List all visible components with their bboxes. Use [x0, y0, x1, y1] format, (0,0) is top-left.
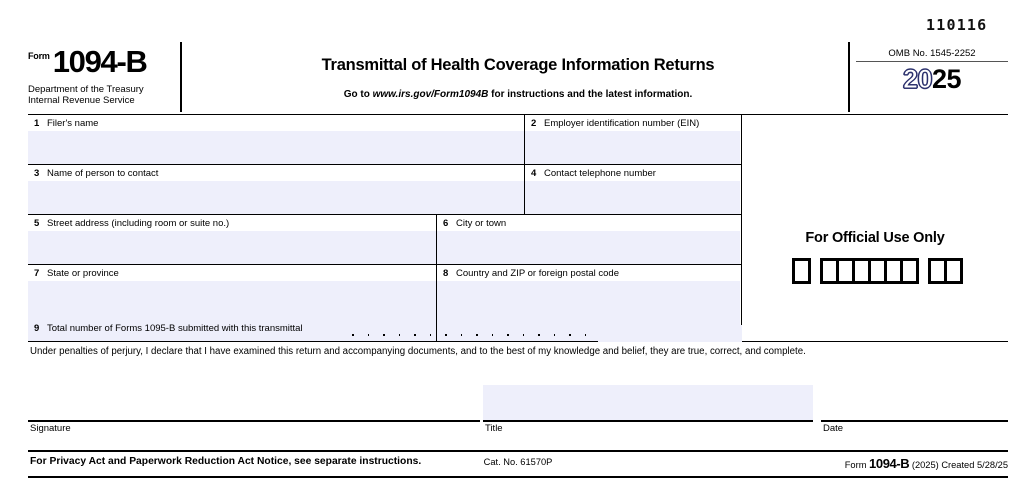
date-slot[interactable]	[821, 380, 1008, 438]
date-label: Date	[823, 423, 844, 434]
leader-dot	[569, 334, 571, 336]
department-line-2: Internal Revenue Service	[28, 95, 135, 106]
field-text-3: Name of person to contact	[47, 168, 159, 179]
leader-dot	[492, 334, 494, 336]
form-word-label: Form	[28, 51, 50, 61]
official-box-cell[interactable]	[795, 261, 808, 281]
official-box-cell[interactable]	[871, 261, 887, 281]
header-center-block	[188, 44, 848, 100]
field-row	[28, 115, 741, 165]
field-cell-6[interactable]	[437, 215, 740, 264]
field-cell-5[interactable]	[28, 215, 437, 264]
field-input-2[interactable]	[525, 131, 740, 164]
field-label-3	[28, 165, 524, 179]
omb-number: OMB No. 1545-2252	[856, 44, 1008, 62]
official-use-boxes	[792, 258, 963, 284]
header-left-block	[28, 44, 178, 112]
footer-divider-bottom	[28, 476, 1008, 478]
official-box-cell[interactable]	[839, 261, 855, 281]
field-text-4: Contact telephone number	[544, 168, 656, 179]
field-input-4[interactable]	[525, 181, 740, 214]
official-box-cell[interactable]	[947, 261, 960, 281]
header-divider-left	[180, 42, 182, 112]
official-box-cell[interactable]	[931, 261, 947, 281]
field-label-1	[28, 115, 524, 129]
goto-suffix: for instructions and the latest information.	[488, 89, 693, 100]
department-line-1: Department of the Treasury	[28, 84, 144, 95]
field-cell-4[interactable]	[525, 165, 740, 214]
field-text-5: Street address (including room or suite no.)	[47, 218, 230, 229]
leader-dot	[430, 334, 432, 336]
form-number: 1094-B	[52, 44, 147, 79]
leader-dot	[554, 334, 556, 336]
field-number-5: 5	[34, 218, 40, 229]
field-label-7	[28, 265, 436, 279]
field-number-2: 2	[531, 118, 537, 129]
field-cell-2[interactable]	[525, 115, 740, 164]
privacy-act-notice: For Privacy Act and Paperwork Reduction Act Notice, see separate instructions.	[30, 456, 422, 467]
leader-dot	[461, 334, 463, 336]
field-input-1[interactable]	[28, 131, 524, 164]
form-identifier	[28, 44, 178, 80]
tax-year	[856, 64, 1008, 95]
field-text-8: Country and ZIP or foreign postal code	[456, 268, 620, 279]
field-text-1: Filer's name	[47, 118, 99, 129]
leader-dot	[507, 334, 509, 336]
title-rule	[483, 420, 813, 422]
instructions-link-line	[188, 89, 848, 100]
leader-dot	[585, 334, 587, 336]
field-number-6: 6	[443, 218, 449, 229]
signature-block	[28, 380, 1008, 438]
title-slot[interactable]	[483, 380, 813, 438]
leader-dot	[445, 334, 447, 336]
official-box-cell[interactable]	[855, 261, 871, 281]
leader-dot	[383, 334, 385, 336]
line-9-text: Total number of Forms 1095-B submitted with this transmittal	[47, 323, 303, 334]
official-box-cell[interactable]	[903, 261, 916, 281]
field-label-4	[525, 165, 740, 179]
field-label-5	[28, 215, 436, 229]
field-label-6	[437, 215, 740, 229]
header-divider-right	[848, 42, 850, 112]
title-label: Title	[485, 423, 503, 434]
tax-year-prefix: 20	[902, 64, 932, 94]
field-text-6: City or town	[456, 218, 507, 229]
leader-dot	[476, 334, 478, 336]
tax-year-suffix: 25	[932, 64, 962, 94]
field-number-4: 4	[531, 168, 537, 179]
header-right-block	[856, 44, 1008, 112]
leader-dot	[523, 334, 525, 336]
form-footer	[28, 456, 1008, 474]
field-label-2	[525, 115, 740, 129]
official-use-section	[742, 115, 1008, 341]
dot-leader	[350, 318, 598, 342]
official-box-cell[interactable]	[887, 261, 903, 281]
line-9-input[interactable]	[598, 325, 742, 342]
official-use-title: For Official Use Only	[805, 230, 945, 246]
field-number-8: 8	[443, 268, 449, 279]
form-header	[28, 44, 1008, 112]
ocr-control-number: 110116	[926, 16, 988, 34]
field-columns	[28, 115, 742, 341]
field-row	[28, 165, 741, 215]
leader-dot	[399, 334, 401, 336]
leader-dot	[538, 334, 540, 336]
field-label-8	[437, 265, 740, 279]
field-text-7: State or province	[47, 268, 119, 279]
irs-url[interactable]: www.irs.gov/Form1094B	[372, 89, 489, 100]
field-input-3[interactable]	[28, 181, 524, 214]
footer-form-word: Form	[844, 460, 870, 470]
footer-form-number: 1094-B	[869, 456, 910, 471]
official-box-cell[interactable]	[823, 261, 839, 281]
official-box-group-1[interactable]	[792, 258, 811, 284]
field-number-3: 3	[34, 168, 40, 179]
filer-information-grid	[28, 114, 1008, 342]
signature-label: Signature	[30, 423, 71, 434]
leader-dot	[368, 334, 370, 336]
field-text-2: Employer identification number (EIN)	[544, 118, 700, 129]
department-block	[28, 84, 178, 106]
field-row	[28, 215, 741, 265]
signature-rule	[28, 420, 480, 422]
goto-prefix: Go to	[343, 89, 373, 100]
field-number-1: 1	[34, 118, 40, 129]
page-title: Transmittal of Health Coverage Information Returns	[321, 56, 715, 74]
field-cell-3[interactable]	[28, 165, 525, 214]
signature-slot[interactable]	[28, 380, 480, 438]
footer-divider-top	[28, 450, 1008, 452]
footer-form-identifier	[845, 456, 1008, 471]
official-box-group-3[interactable]	[928, 258, 963, 284]
field-input-5[interactable]	[28, 231, 436, 264]
leader-dot	[414, 334, 416, 336]
field-cell-1[interactable]	[28, 115, 525, 164]
date-rule	[821, 420, 1008, 422]
official-box-group-2[interactable]	[820, 258, 919, 284]
footer-form-suffix: (2025) Created 5/28/25	[909, 460, 1008, 470]
line-9-row	[28, 318, 1008, 342]
leader-dot	[352, 334, 354, 336]
title-input[interactable]	[483, 385, 813, 420]
line-9-number: 9	[34, 323, 40, 334]
field-number-7: 7	[34, 268, 40, 279]
catalog-number: Cat. No. 61570P	[483, 457, 553, 467]
field-input-6[interactable]	[437, 231, 740, 264]
perjury-statement: Under penalties of perjury, I declare that I have examined this return and accompanying documents, and to the best of my knowledge and belief, they are true, correct, and complete.	[30, 346, 806, 357]
